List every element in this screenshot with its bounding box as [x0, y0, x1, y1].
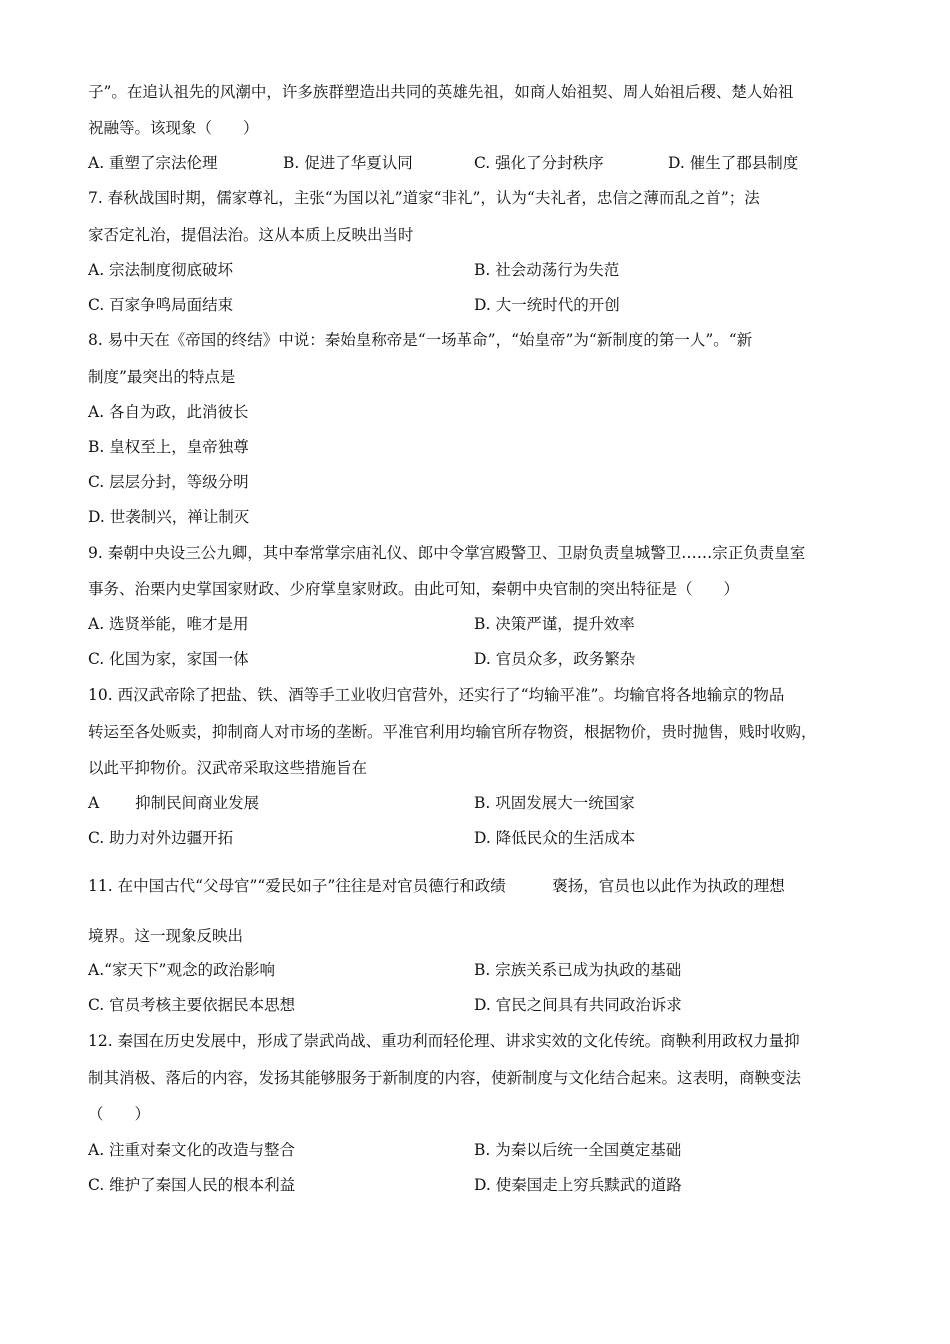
q12-stem-line-1: 12. 秦国在历史发展中，形成了崇武尚战、重功利而轻伦理、讲求实效的文化传统。商鞅利用政权力量抑	[88, 1032, 800, 1050]
q10-stem-line-2: 转运至各处贩卖，抑制商人对市场的垄断。平准官利用均输官所存物资，根据物价，贵时抛售，贱时收购，	[88, 723, 817, 741]
q12-stem-line-3: （ ）	[88, 1105, 151, 1123]
q6-option-c: C. 强化了分封秩序	[474, 154, 604, 172]
q12-option-d: D. 使秦国走上穷兵黩武的道路	[474, 1176, 682, 1194]
q7-stem-line-2: 家否定礼治，提倡法治。这从本质上反映出当时	[88, 226, 414, 244]
q11-stem-line-2: 境界。这一现象反映出	[88, 927, 244, 945]
q7-option-c: C. 百家争鸣局面结束	[88, 296, 234, 314]
q10-option-a: A 抑制民间商业发展	[88, 794, 260, 812]
q6-stem-line-1: 子”。在追认祖先的风潮中，许多族群塑造出共同的英雄先祖，如商人始祖契、周人始祖后稷、楚人始祖	[88, 83, 794, 101]
q12-option-b: B. 为秦以后统一全国奠定基础	[474, 1141, 682, 1159]
q11-option-d: D. 官民之间具有共同政治诉求	[474, 996, 682, 1014]
q8-stem-line-1: 8. 易中天在《帝国的终结》中说：秦始皇称帝是“一场革命”，“始皇帝”为“新制度的第一人”。“新	[88, 331, 753, 349]
q10-stem-line-1: 10. 西汉武帝除了把盐、铁、酒等手工业收归官营外，还实行了“均输平准”。均输官将各地输京的物品	[88, 686, 785, 704]
q8-stem-line-2: 制度”最突出的特点是	[88, 368, 236, 386]
q12-stem-line-2: 制其消极、落后的内容，发扬其能够服务于新制度的内容，使新制度与文化结合起来。这表明，商鞅变法	[88, 1069, 802, 1087]
q6-stem-line-2: 祝融等。该现象（ ）	[88, 119, 259, 137]
q8-option-c: C. 层层分封，等级分明	[88, 473, 249, 491]
q10-option-c: C. 助力对外边疆开拓	[88, 829, 234, 847]
q7-stem-line-1: 7. 春秋战国时期，儒家尊礼，主张“为国以礼”道家“非礼”，认为“夫礼者，忠信之薄而乱之首”；法	[88, 189, 760, 207]
q8-option-a: A. 各自为政，此消彼长	[88, 403, 249, 421]
q9-stem-line-2: 事务、治栗内史掌国家财政、少府掌皇家财政。由此可知，秦朝中央官制的突出特征是（ ）	[88, 580, 740, 598]
q11-option-a: A.“家天下”观念的政治影响	[88, 961, 275, 979]
q9-stem-line-1: 9. 秦朝中央设三公九卿，其中奉常掌宗庙礼仪、郎中令掌宫殿警卫、卫尉负责皇城警卫……宗正负责皇室	[88, 544, 806, 562]
q9-option-a: A. 选贤举能，唯才是用	[88, 615, 249, 633]
q10-option-b: B. 巩固发展大一统国家	[474, 794, 635, 812]
q7-option-b: B. 社会动荡行为失范	[474, 261, 620, 279]
q11-stem-line-1: 11. 在中国古代“父母官”“爱民如子”往往是对官员德行和政绩 褒扬，官员也以此作为执政的理想	[88, 877, 785, 895]
q8-option-b: B. 皇权至上，皇帝独尊	[88, 438, 249, 456]
q10-option-d: D. 降低民众的生活成本	[474, 829, 636, 847]
q6-option-d: D. 催生了郡县制度	[668, 154, 799, 172]
q11-option-b: B. 宗族关系已成为执政的基础	[474, 961, 682, 979]
q6-option-b: B. 促进了华夏认同	[283, 154, 413, 172]
q11-option-c: C. 官员考核主要依据民本思想	[88, 996, 296, 1014]
q9-option-b: B. 决策严谨，提升效率	[474, 615, 635, 633]
q7-option-a: A. 宗法制度彻底破坏	[88, 261, 234, 279]
q9-option-c: C. 化国为家，家国一体	[88, 650, 249, 668]
q7-option-d: D. 大一统时代的开创	[474, 296, 620, 314]
q9-option-d: D. 官员众多，政务繁杂	[474, 650, 636, 668]
q6-option-a: A. 重塑了宗法伦理	[88, 154, 218, 172]
q12-option-a: A. 注重对秦文化的改造与整合	[88, 1141, 296, 1159]
q12-option-c: C. 维护了秦国人民的根本利益	[88, 1176, 296, 1194]
q10-stem-line-3: 以此平抑物价。汉武帝采取这些措施旨在	[88, 759, 368, 777]
q8-option-d: D. 世袭制兴，禅让制灭	[88, 508, 250, 526]
